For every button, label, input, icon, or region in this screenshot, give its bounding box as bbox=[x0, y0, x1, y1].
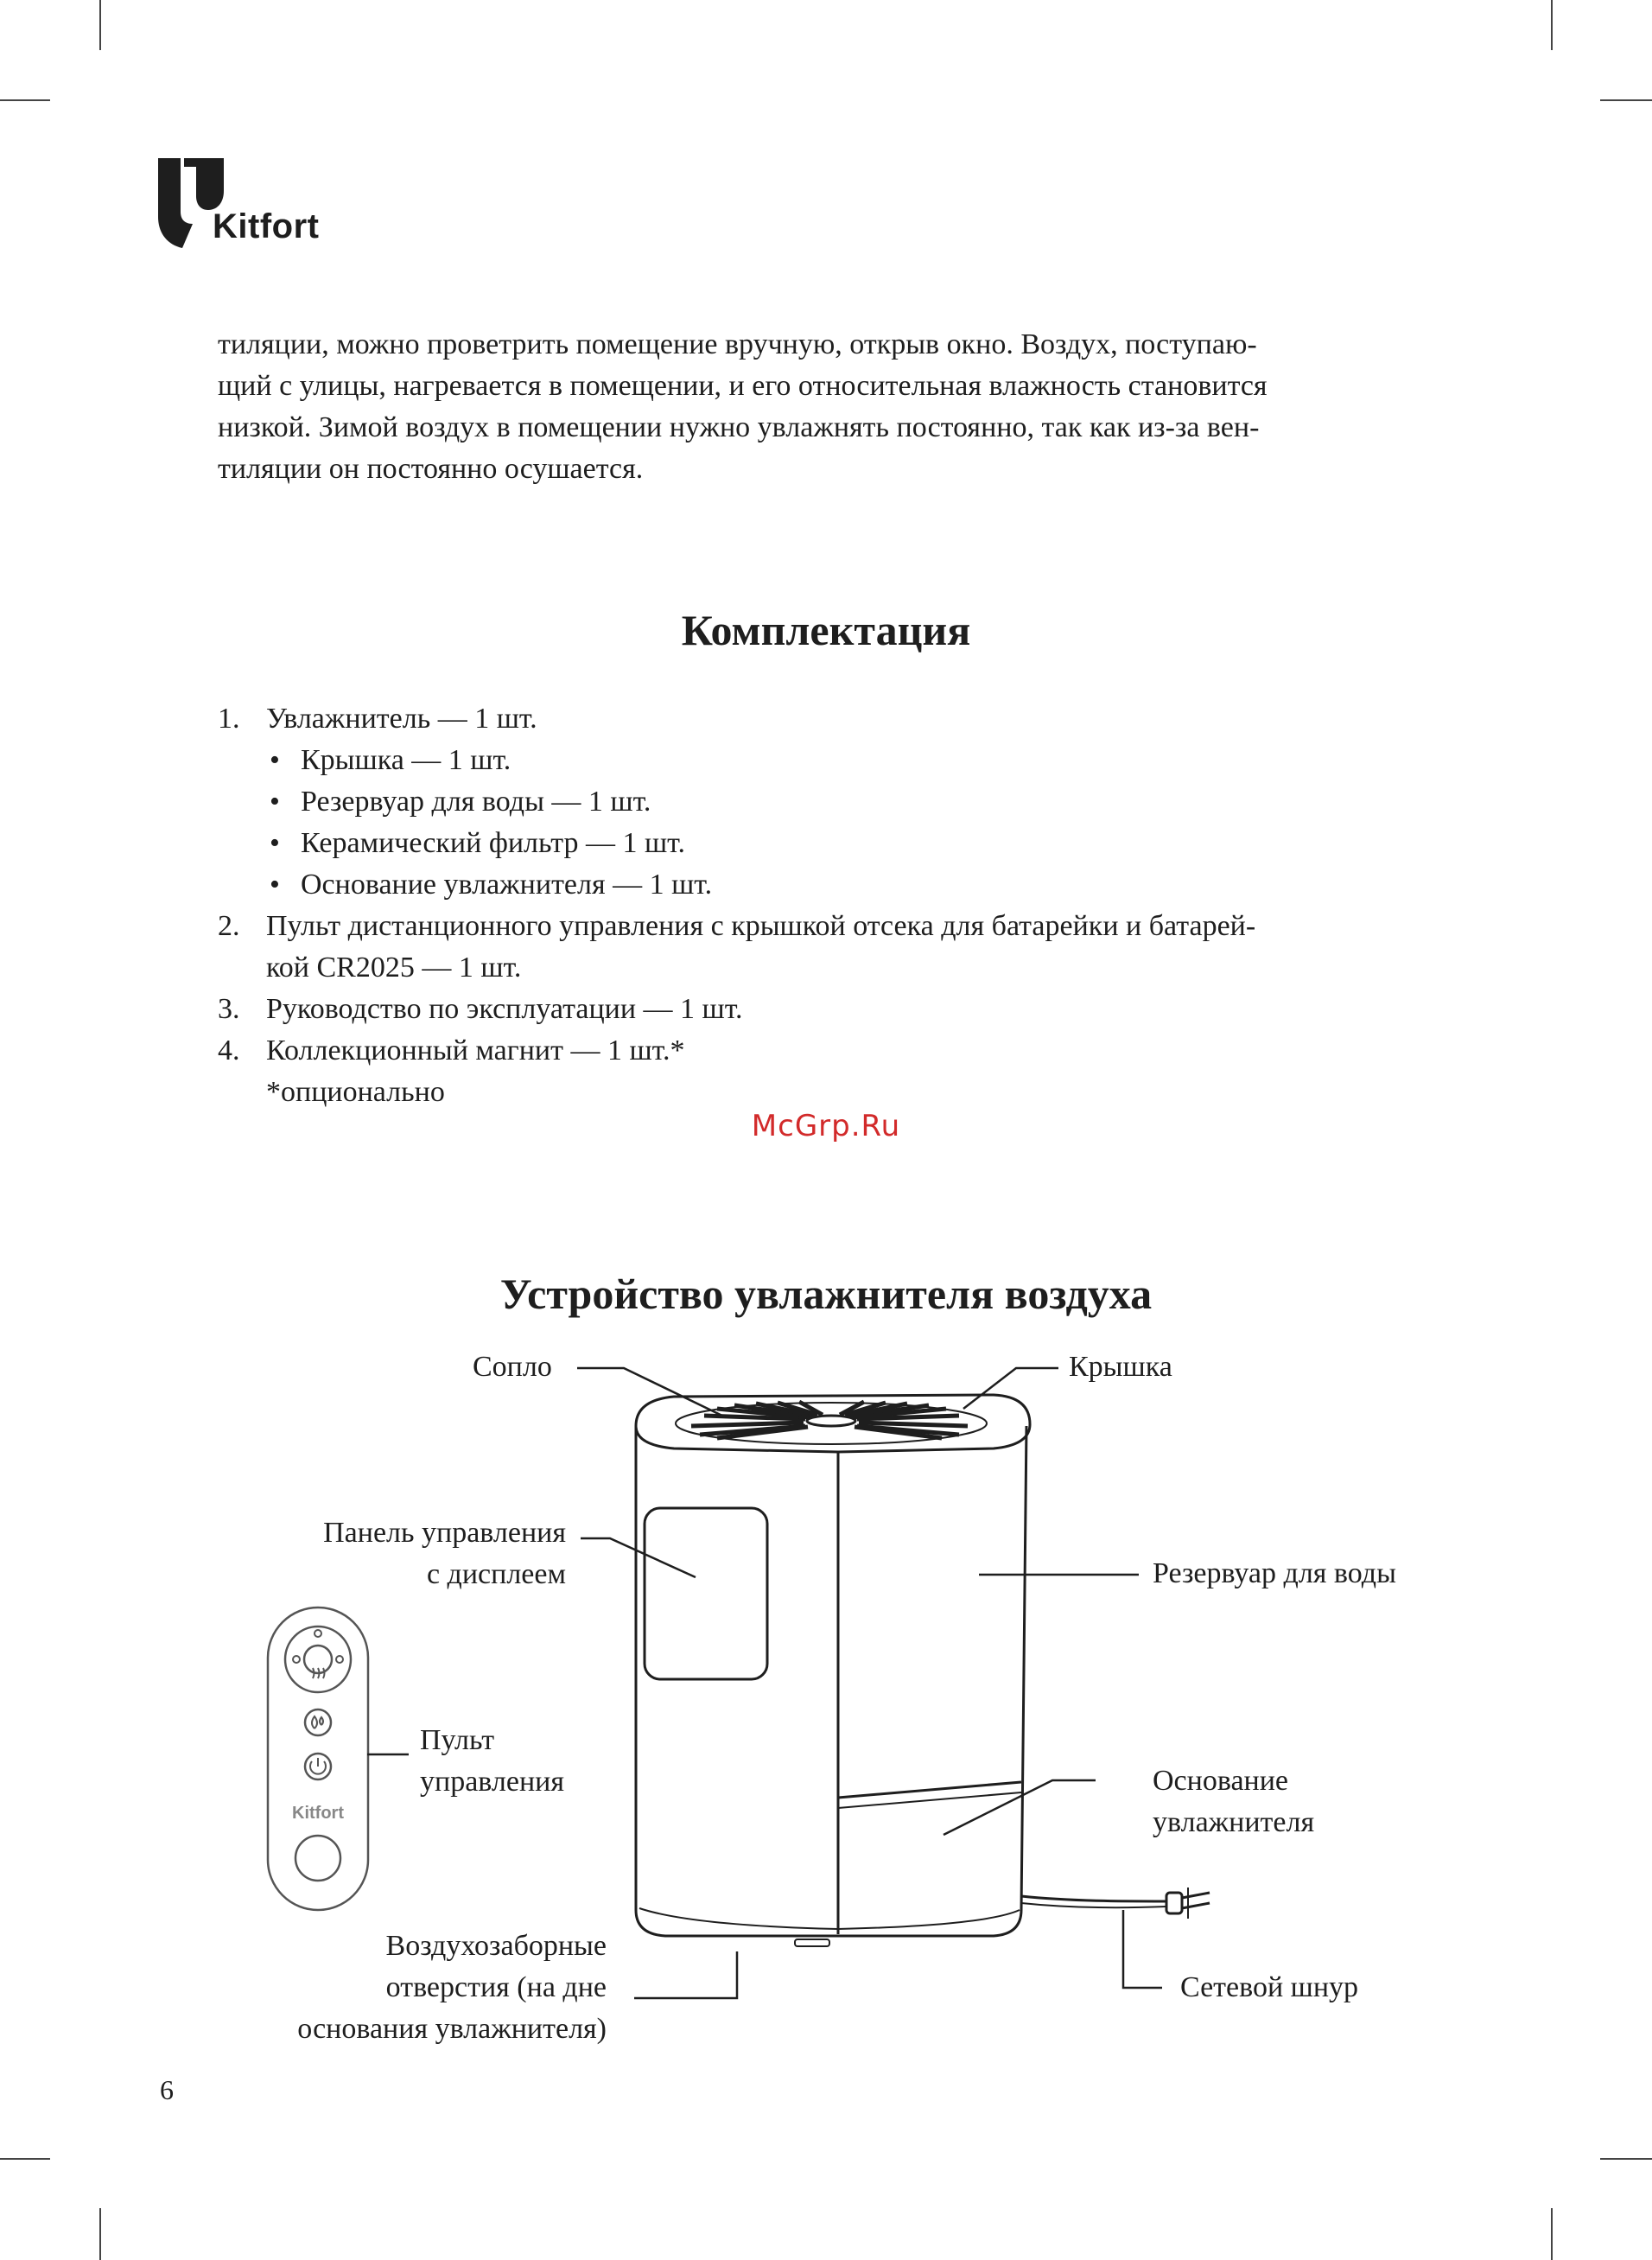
sub-item: • Основание увлажнителя — 1 шт. bbox=[270, 869, 713, 901]
intro-line: тиляции он постоянно осушается. bbox=[218, 453, 644, 485]
fan-icon bbox=[315, 1630, 321, 1637]
page-number: 6 bbox=[160, 2074, 174, 2105]
list-item: 1. Увлажнитель — 1 шт. bbox=[218, 703, 537, 735]
sub-item: • Крышка — 1 шт. bbox=[270, 744, 511, 776]
label-cord: Сетевой шнур bbox=[1180, 1971, 1359, 2003]
label-intake: Воздухозаборные отверстия (на дне основания увлажнителя) bbox=[297, 1930, 607, 2045]
label-remote: Пульт управления bbox=[420, 1724, 564, 1798]
list-item-continuation: кой CR2025 — 1 шт. bbox=[266, 952, 522, 984]
leader-panel bbox=[581, 1538, 696, 1577]
sub-item: • Керамический фильтр — 1 шт. bbox=[270, 827, 685, 859]
sub-item: • Резервуар для воды — 1 шт. bbox=[270, 786, 651, 818]
device-heading: Устройство увлажнителя воздуха bbox=[499, 1270, 1153, 1318]
list-item: 4. Коллекционный магнит — 1 шт.* bbox=[218, 1035, 685, 1066]
leader-intake bbox=[634, 1951, 737, 1998]
footnote: *опционально bbox=[266, 1076, 445, 1108]
label-base: Основание увлажнителя bbox=[1153, 1765, 1315, 1838]
leader-lid bbox=[963, 1368, 1058, 1409]
mode-icon bbox=[336, 1656, 343, 1663]
remote-brand: Kitfort bbox=[292, 1804, 344, 1823]
label-tank: Резервуар для воды bbox=[1153, 1557, 1396, 1589]
intro-line: щий с улицы, нагревается в помещении, и его относительная влажность становится bbox=[218, 370, 1268, 402]
label-lid: Крышка bbox=[1069, 1351, 1172, 1383]
intro-line: низкой. Зимой воздух в помещении нужно увлажнять постоянно, так как из-за вен- bbox=[218, 411, 1260, 443]
timer-icon bbox=[293, 1656, 300, 1663]
intro-line: тиляции, можно проветрить помещение вручную, открыв окно. Воздух, поступаю- bbox=[218, 328, 1257, 360]
drops-icon bbox=[312, 1716, 323, 1728]
display-panel bbox=[645, 1508, 767, 1679]
list-item: 3. Руководство по эксплуатации — 1 шт. bbox=[218, 993, 743, 1025]
leader-base bbox=[944, 1780, 1096, 1835]
list-item: 2. Пульт дистанционного управления с крышкой отсека для батарейки и батарей- bbox=[218, 910, 1256, 942]
watermark: McGrp.Ru bbox=[751, 1109, 901, 1143]
humidifier-body bbox=[636, 1426, 1026, 1936]
label-nozzle: Сопло bbox=[473, 1351, 552, 1383]
brand-name: Kitfort bbox=[213, 207, 320, 245]
leader-nozzle bbox=[577, 1368, 726, 1417]
power-icon bbox=[310, 1758, 326, 1774]
package-heading: Комплектация bbox=[681, 606, 971, 654]
leader-cord bbox=[1123, 1910, 1162, 1988]
label-panel: Панель управления с дисплеем bbox=[323, 1517, 566, 1590]
